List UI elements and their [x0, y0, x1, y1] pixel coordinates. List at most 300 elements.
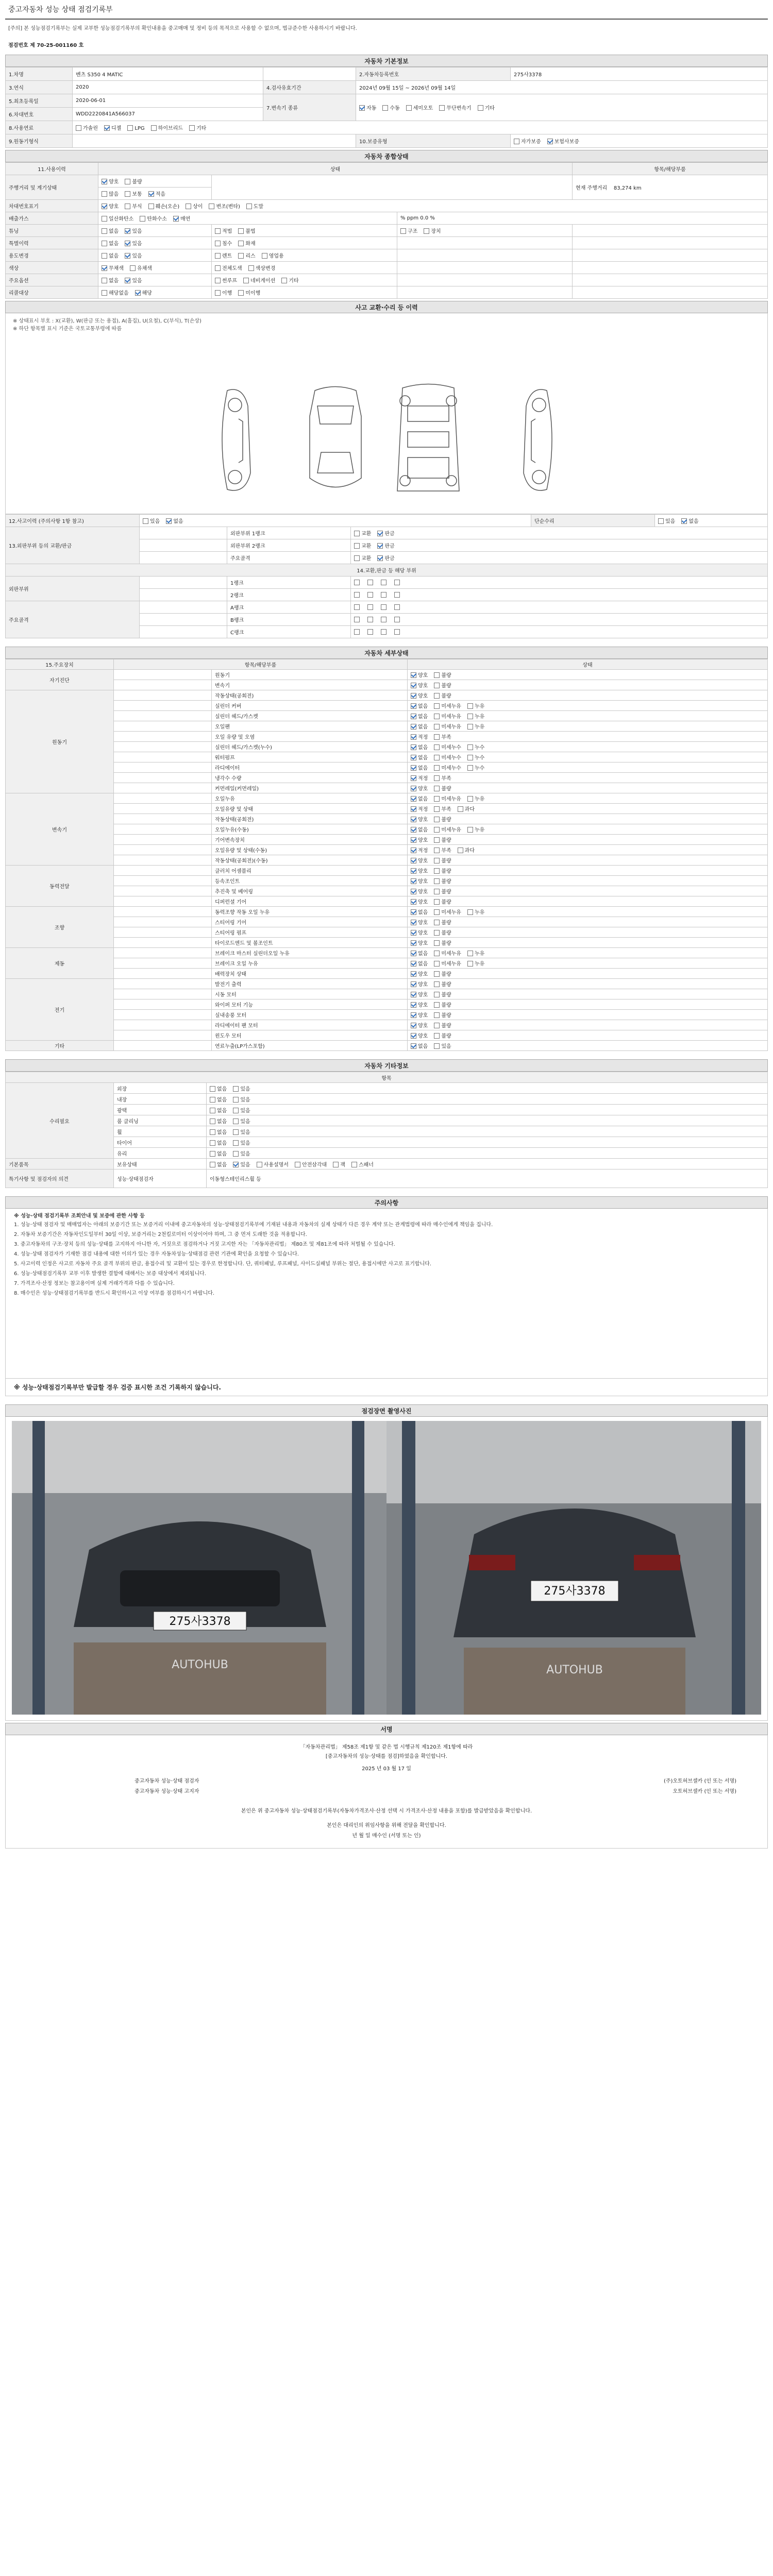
accident-label: 12.사고이력 (주의사항 1항 참고): [6, 515, 140, 527]
basic-value: 275사3378: [511, 67, 768, 81]
checkbox-checked-icon[interactable]: [411, 755, 416, 760]
other-row: 내장 없음 있음: [6, 1094, 768, 1105]
checkbox-checked-icon[interactable]: [411, 848, 416, 853]
checkbox-icon[interactable]: [434, 909, 440, 915]
section-other-title: 자동차 기타정보: [5, 1059, 768, 1072]
detail-row: 실린더 헤드/가스켓 없음 미세누유 누유: [6, 711, 768, 721]
checkbox-checked-icon[interactable]: [411, 765, 416, 771]
other-head: 항목: [6, 1072, 768, 1083]
sign-line-1: 「자동차관리법」 제58조 제1항 및 같은 법 시행규칙 제120조 제1항에 따라: [300, 1744, 473, 1750]
checkbox-icon[interactable]: [434, 744, 440, 750]
detail-row: 윈도우 모터 양호 불량: [6, 1030, 768, 1041]
checkbox-checked-icon[interactable]: [104, 125, 110, 131]
comp-row-label: 리콜대상: [6, 286, 98, 299]
checkbox-icon[interactable]: [130, 265, 136, 271]
checkbox-checked-icon[interactable]: [411, 744, 416, 750]
caution-item: 3. 중고자동차의 구조·장치 등의 성능·상태를 고지하지 아니한 자, 거짓으로 점검하거나 거짓 고지한 자는 「자동차관리법」 제80조 및 제81조에 따라 처벌될 수 있습니다.: [14, 1242, 395, 1247]
checkbox-checked-icon[interactable]: [411, 786, 416, 791]
checkbox-checked-icon[interactable]: [411, 981, 416, 987]
basic-label: 10.보증유형: [356, 134, 511, 148]
checkbox-checked-icon[interactable]: [135, 290, 141, 296]
detail-row: 변속기 오일누유 없음 미세누유 누유: [6, 793, 768, 804]
checkbox-checked-icon[interactable]: [125, 253, 130, 259]
checkbox-icon[interactable]: [406, 105, 412, 111]
checkbox-icon[interactable]: [215, 265, 221, 271]
front-photo: [12, 1421, 386, 1715]
detail-item: 오일유량 및 상태: [212, 804, 408, 814]
detail-row: 기어변속장치 양호 불량: [6, 835, 768, 845]
comp-row: 색상 무채색 유채색 전체도색 색상변경: [6, 262, 768, 274]
checkbox-checked-icon[interactable]: [411, 1033, 416, 1039]
detail-row: 실린더 헤드/가스켓(누수) 없음 미세누수 누수: [6, 742, 768, 752]
detail-item: 스티어링 펌프: [212, 927, 408, 938]
checkbox-icon[interactable]: [186, 204, 191, 209]
checkbox-checked-icon[interactable]: [411, 693, 416, 699]
basic-value: 2020-06-01: [73, 94, 263, 108]
checkbox-icon[interactable]: [367, 592, 373, 598]
detail-item: 라디에이터: [212, 762, 408, 773]
checkbox-icon[interactable]: [210, 1097, 215, 1103]
detail-row: 동력전달 클러치 어셈블리 양호 불량: [6, 866, 768, 876]
checkbox-checked-icon[interactable]: [411, 806, 416, 812]
other-row: 광택 없음 있음: [6, 1105, 768, 1115]
checkbox-icon[interactable]: [248, 265, 254, 271]
checkbox-icon[interactable]: [381, 604, 386, 610]
checkbox-checked-icon[interactable]: [102, 204, 107, 209]
checkbox-icon[interactable]: [434, 878, 440, 884]
detail-row: 오일팬 없음 미세누유 누유: [6, 721, 768, 732]
checkbox-checked-icon[interactable]: [411, 951, 416, 956]
other-row: 휠 없음 있음: [6, 1126, 768, 1137]
checkbox-icon[interactable]: [434, 817, 440, 822]
detail-row: 와이퍼 모터 기능 양호 불량: [6, 999, 768, 1010]
checkbox-icon[interactable]: [210, 1118, 215, 1124]
sign-date: 2025 년 03 월 17 일: [362, 1766, 411, 1772]
checkbox-icon[interactable]: [434, 786, 440, 791]
detail-item: 커먼레일(커먼레일): [212, 783, 408, 793]
checkbox-icon[interactable]: [434, 951, 440, 956]
checkbox-icon[interactable]: [210, 1151, 215, 1157]
checkbox-checked-icon[interactable]: [411, 837, 416, 843]
rank-label: 외판부위 2랭크: [227, 539, 351, 552]
checkbox-icon[interactable]: [233, 1108, 239, 1113]
checkbox-icon[interactable]: [367, 580, 373, 585]
checkbox-checked-icon[interactable]: [411, 1012, 416, 1018]
diagram-legend: ※ 상태표시 부호 : X(교환), W(판금 또는 용접), A(흠집), U(요철), C(부식), T(손상): [13, 318, 201, 324]
detail-head: 상태: [408, 659, 768, 670]
checkbox-icon[interactable]: [439, 105, 445, 111]
checkbox-icon[interactable]: [434, 693, 440, 699]
detail-item: 작동상태(공회전): [212, 690, 408, 701]
checkbox-icon[interactable]: [394, 617, 400, 622]
checkbox-icon[interactable]: [102, 253, 107, 259]
checkbox-icon[interactable]: [102, 278, 107, 283]
checkbox-icon[interactable]: [246, 204, 252, 209]
checkbox-icon[interactable]: [238, 241, 244, 246]
checkbox-checked-icon[interactable]: [411, 878, 416, 884]
detail-group: 자기진단: [6, 670, 114, 690]
checkbox-icon[interactable]: [125, 191, 130, 197]
checkbox-icon[interactable]: [102, 216, 107, 222]
comp-row: 용도변경 없음 있음 렌트 리스 영업용: [6, 249, 768, 262]
checkbox-icon[interactable]: [434, 971, 440, 977]
other-group: 수리필요: [6, 1083, 114, 1159]
checkbox-icon[interactable]: [382, 105, 388, 111]
checkbox-checked-icon[interactable]: [173, 216, 179, 222]
detail-item: 추진축 및 베어링: [212, 886, 408, 896]
checkbox-icon[interactable]: [262, 253, 267, 259]
opinion-value: 이동형스테인리스휠 등: [207, 1170, 768, 1188]
detail-item: 등속조인트: [212, 876, 408, 886]
checkbox-checked-icon[interactable]: [125, 241, 130, 246]
checkbox-icon[interactable]: [434, 734, 440, 740]
damage-diagram: [5, 313, 768, 514]
checkbox-icon[interactable]: [125, 204, 130, 209]
checkbox-checked-icon[interactable]: [166, 518, 172, 524]
detail-row: 시동 모터 양호 불량: [6, 989, 768, 999]
checkbox-icon[interactable]: [467, 961, 473, 967]
checkbox-icon[interactable]: [354, 604, 360, 610]
checkbox-icon[interactable]: [434, 899, 440, 905]
rank-label: 외판부위 1랭크: [227, 527, 351, 539]
checkbox-icon[interactable]: [367, 617, 373, 622]
basic-label: 9.원동기형식: [6, 134, 73, 148]
checkbox-icon[interactable]: [102, 191, 107, 197]
checkbox-checked-icon[interactable]: [411, 992, 416, 997]
checkbox-icon[interactable]: [233, 1140, 239, 1146]
checkbox-icon[interactable]: [467, 765, 473, 771]
checkbox-icon[interactable]: [381, 629, 386, 635]
checkbox-icon[interactable]: [238, 290, 244, 296]
checkbox-checked-icon[interactable]: [411, 724, 416, 730]
checkbox-icon[interactable]: [467, 714, 473, 719]
checkbox-checked-icon[interactable]: [125, 228, 130, 234]
parts-group: 외판부위: [6, 577, 140, 601]
detail-item: 오일누유: [212, 793, 408, 804]
checkbox-icon[interactable]: [215, 290, 221, 296]
checkbox-icon[interactable]: [467, 703, 473, 709]
checkbox-icon[interactable]: [434, 775, 440, 781]
caution-item: 7. 가격조사·산정 정보는 참고용이며 실제 거래가격과 다를 수 있습니다.: [14, 1281, 175, 1286]
checkbox-checked-icon[interactable]: [411, 796, 416, 802]
checkbox-icon[interactable]: [434, 1002, 440, 1008]
cautions-heading: ※ 성능·상태 점검기록부 조회안내 및 보증에 관한 사항 등: [14, 1213, 145, 1219]
checkbox-checked-icon[interactable]: [102, 265, 107, 271]
checkbox-icon[interactable]: [434, 703, 440, 709]
checkbox-checked-icon[interactable]: [411, 1002, 416, 1008]
detail-item: 배력장치 상태: [212, 969, 408, 979]
other-row: 수리필요 외장 없음 있음: [6, 1083, 768, 1094]
checkbox-icon[interactable]: [243, 278, 249, 283]
basic-value: 2024년 09월 15일 ~ 2026년 09월 14일: [356, 81, 768, 94]
checkbox-icon[interactable]: [354, 580, 360, 585]
checkbox-icon[interactable]: [215, 278, 221, 283]
checkbox-checked-icon[interactable]: [377, 555, 383, 561]
checkbox-icon[interactable]: [658, 518, 664, 524]
checkbox-checked-icon[interactable]: [411, 930, 416, 936]
checkbox-icon[interactable]: [434, 889, 440, 894]
checkbox-checked-icon[interactable]: [411, 714, 416, 719]
checkbox-icon[interactable]: [143, 518, 148, 524]
checkbox-icon[interactable]: [148, 204, 154, 209]
checkbox-icon[interactable]: [381, 617, 386, 622]
checkbox-icon[interactable]: [210, 1086, 215, 1092]
basic-info-table: [5, 67, 768, 148]
checkbox-icon[interactable]: [434, 848, 440, 853]
detail-row: 브레이크 오일 누유 없음 미세누유 누유: [6, 958, 768, 969]
car-rear-photo-image: [386, 1421, 761, 1715]
other-item: 휠: [114, 1126, 207, 1137]
checkbox-icon[interactable]: [102, 241, 107, 246]
checkbox-icon[interactable]: [467, 744, 473, 750]
comp-row: 특별이력 없음 있음 침수 화재: [6, 237, 768, 249]
checkbox-icon[interactable]: [434, 827, 440, 833]
checkbox-icon[interactable]: [434, 1043, 440, 1049]
detail-item: 연료누출(LP가스포함): [212, 1041, 408, 1051]
checkbox-icon[interactable]: [394, 592, 400, 598]
detail-row: 조향 동력조향 작동 오일 누유 없음 미세누유 누유: [6, 907, 768, 917]
parts-row: [6, 577, 768, 589]
checkbox-icon[interactable]: [467, 827, 473, 833]
checkbox-icon[interactable]: [233, 1129, 239, 1135]
detail-group: 제동: [6, 948, 114, 979]
checkbox-checked-icon[interactable]: [681, 518, 687, 524]
checkbox-icon[interactable]: [333, 1162, 339, 1167]
detail-item: 실린더 헤드/가스켓(누수): [212, 742, 408, 752]
detail-item: 브레이크 오일 누유: [212, 958, 408, 969]
checkbox-checked-icon[interactable]: [125, 278, 130, 283]
checkbox-icon[interactable]: [434, 755, 440, 760]
checkbox-checked-icon[interactable]: [411, 858, 416, 863]
other-info-table: 항목 수리필요 외장 없음 있음 내장 없음 있음 광택 없음 있음 룸 클리닝 없음 있음 휠 없음 있음 타이어 없음 있음 유리 없음 있음 기본품목 보유상태 없음 있음 사용설명서 안전삼각대 잭 스패너 특기사항 및 점검자의 의견 성능·상태점검자 이동형스테인리스휠 등: [5, 1072, 768, 1188]
checkbox-checked-icon[interactable]: [233, 1162, 239, 1167]
section-signature-title: 서명: [5, 1723, 768, 1735]
sign-line-2: [중고자동차의 성능·상태를 점검]하였음을 확인합니다.: [325, 1754, 448, 1759]
checkbox-icon[interactable]: [394, 629, 400, 635]
detail-row: 제동 브레이크 마스터 실린더오일 누유 없음 미세누유 누유: [6, 948, 768, 958]
checkbox-icon[interactable]: [233, 1151, 239, 1157]
checkbox-checked-icon[interactable]: [411, 672, 416, 678]
checkbox-icon[interactable]: [125, 179, 130, 184]
checkbox-icon[interactable]: [189, 125, 195, 131]
checkbox-icon[interactable]: [140, 216, 145, 222]
checkbox-checked-icon[interactable]: [411, 734, 416, 740]
checkbox-icon[interactable]: [76, 125, 81, 131]
checkbox-checked-icon[interactable]: [359, 105, 365, 111]
checkbox-icon[interactable]: [434, 683, 440, 688]
checkbox-icon[interactable]: [354, 617, 360, 622]
checkbox-icon[interactable]: [367, 629, 373, 635]
detail-item: 실내송풍 모터: [212, 1010, 408, 1020]
checkbox-icon[interactable]: [434, 1033, 440, 1039]
parts-rank: 1랭크: [227, 577, 351, 589]
other-item: 룸 클리닝: [114, 1115, 207, 1126]
checkbox-icon[interactable]: [458, 848, 463, 853]
checkbox-icon[interactable]: [434, 992, 440, 997]
checkbox-icon[interactable]: [210, 1108, 215, 1113]
detail-row: 디퍼런셜 기어 양호 불량: [6, 896, 768, 907]
checkbox-icon[interactable]: [281, 278, 287, 283]
checkbox-icon[interactable]: [434, 837, 440, 843]
cautions-final-note: ※ 성능·상태점검기록부만 발급할 경우 검증 표시한 조건 기록하지 않습니다.: [5, 1379, 768, 1396]
transmission-options: 자동 수동 세미오토 무단변속기 기타: [356, 94, 768, 121]
checkbox-icon[interactable]: [394, 580, 400, 585]
checkbox-icon[interactable]: [354, 629, 360, 635]
parts-label: 14.교환,판금 등 해당 부위: [6, 564, 768, 577]
checkbox-icon[interactable]: [233, 1118, 239, 1124]
checkbox-checked-icon[interactable]: [377, 543, 383, 549]
checkbox-icon[interactable]: [434, 714, 440, 719]
detail-item: 스티어링 기어: [212, 917, 408, 927]
checkbox-icon[interactable]: [434, 961, 440, 967]
basic-label: 7.변속기 종류: [263, 94, 356, 121]
opinion-name: 성능·상태점검자: [114, 1170, 207, 1188]
checkbox-icon[interactable]: [434, 1012, 440, 1018]
checkbox-icon[interactable]: [434, 806, 440, 812]
checkbox-icon[interactable]: [210, 1129, 215, 1135]
checkbox-checked-icon[interactable]: [411, 961, 416, 967]
checkbox-icon[interactable]: [434, 920, 440, 925]
checkbox-icon[interactable]: [434, 981, 440, 987]
comp-row: 튜닝 없음 있음 적법 불법 구조 장치: [6, 225, 768, 237]
checkbox-icon[interactable]: [434, 940, 440, 946]
checkbox-icon[interactable]: [127, 125, 133, 131]
checkbox-icon[interactable]: [514, 139, 519, 144]
details-table: [5, 659, 768, 1051]
detail-row: 워터펌프 없음 미세누수 누수: [6, 752, 768, 762]
checkbox-icon[interactable]: [434, 858, 440, 863]
section-comprehensive-title: 자동차 종합상태: [5, 150, 768, 162]
checkbox-checked-icon[interactable]: [411, 1043, 416, 1049]
checkbox-icon[interactable]: [354, 531, 360, 536]
checkbox-checked-icon[interactable]: [148, 191, 154, 197]
checkbox-checked-icon[interactable]: [411, 683, 416, 688]
buyer-line: 본인은 위 중고자동차 성능·상태점검기록부(자동차가격조사·산정 선택 시 가격조사·산정 내용을 포함)를 발급받았음을 확인합니다.: [241, 1808, 532, 1814]
checkbox-checked-icon[interactable]: [411, 909, 416, 915]
checkbox-checked-icon[interactable]: [411, 775, 416, 781]
checkbox-icon[interactable]: [424, 228, 429, 234]
rear-brand-text: AUTOHUB: [546, 1664, 603, 1676]
checkbox-icon[interactable]: [215, 241, 221, 246]
checkbox-checked-icon[interactable]: [411, 817, 416, 822]
detail-item: 실린더 커버: [212, 701, 408, 711]
checkbox-icon[interactable]: [467, 724, 473, 730]
checkbox-checked-icon[interactable]: [411, 899, 416, 905]
checkbox-icon[interactable]: [238, 228, 244, 234]
checkbox-checked-icon[interactable]: [102, 179, 107, 184]
checkbox-icon[interactable]: [233, 1086, 239, 1092]
checkbox-checked-icon[interactable]: [411, 1023, 416, 1028]
checkbox-icon[interactable]: [354, 543, 360, 549]
detail-row: 작동상태(공회전) 양호 불량: [6, 814, 768, 824]
rear-plate-text: 275사3378: [544, 1585, 606, 1598]
notifier-value[interactable]: 오토허브셀카 (인 또는 서명): [673, 1789, 736, 1794]
basic-label: 6.차대번호: [6, 108, 73, 121]
detail-item: 디퍼런셜 기어: [212, 896, 408, 907]
checkbox-icon[interactable]: [215, 253, 221, 259]
detail-row: 자기진단 원동기 양호 불량: [6, 670, 768, 680]
comp-row: 주요옵션 없음 있음 썬루프 네비게이션 기타: [6, 274, 768, 286]
notifier-label: 중고자동차 성능·상태 고지자: [135, 1789, 199, 1794]
checkbox-checked-icon[interactable]: [377, 531, 383, 536]
basic-value: 2020: [73, 81, 263, 94]
checkbox-icon[interactable]: [209, 204, 214, 209]
checkbox-icon[interactable]: [238, 253, 244, 259]
basic-label: 5.최초등록일: [6, 94, 73, 108]
checkbox-icon[interactable]: [215, 228, 221, 234]
checkbox-icon[interactable]: [210, 1140, 215, 1146]
checkbox-icon[interactable]: [434, 868, 440, 874]
checkbox-checked-icon[interactable]: [411, 940, 416, 946]
checkbox-checked-icon[interactable]: [411, 703, 416, 709]
detail-row: 스티어링 펌프 양호 불량: [6, 927, 768, 938]
car-front-photo-image: [12, 1421, 386, 1715]
checkbox-icon[interactable]: [434, 1023, 440, 1028]
detail-item: 발전기 출력: [212, 979, 408, 989]
car-top-front-icon: [310, 387, 361, 487]
checkbox-icon[interactable]: [102, 228, 107, 234]
checkbox-checked-icon[interactable]: [547, 139, 553, 144]
checkbox-checked-icon[interactable]: [411, 920, 416, 925]
checkbox-icon[interactable]: [467, 755, 473, 760]
checkbox-icon[interactable]: [394, 604, 400, 610]
section-diagram-title: 사고 교환·수리 등 이력: [5, 301, 768, 313]
inspection-photos: [5, 1417, 768, 1721]
detail-item: 클러치 어셈블리: [212, 866, 408, 876]
receiver-label: 본인은 대리인의 위임사항을 위해 전달을 확인합니다.: [327, 1823, 446, 1828]
checkbox-icon[interactable]: [102, 290, 107, 296]
checkbox-icon[interactable]: [210, 1162, 215, 1167]
checkbox-icon[interactable]: [257, 1162, 262, 1167]
other-item: 유리: [114, 1148, 207, 1159]
comp-row-label: 색상: [6, 262, 98, 274]
checkbox-checked-icon[interactable]: [411, 827, 416, 833]
checkbox-icon[interactable]: [151, 125, 157, 131]
opinion-label: 특기사항 및 점검자의 의견: [6, 1170, 114, 1188]
checkbox-icon[interactable]: [400, 228, 406, 234]
checkbox-icon[interactable]: [354, 592, 360, 598]
checkbox-icon[interactable]: [434, 672, 440, 678]
detail-item: 오일 유량 및 오염: [212, 732, 408, 742]
checkbox-icon[interactable]: [295, 1162, 300, 1167]
checkbox-icon[interactable]: [458, 806, 463, 812]
checkbox-icon[interactable]: [434, 765, 440, 771]
checkbox-icon[interactable]: [434, 796, 440, 802]
checkbox-checked-icon[interactable]: [411, 868, 416, 874]
checkbox-icon[interactable]: [381, 580, 386, 585]
checkbox-icon[interactable]: [367, 604, 373, 610]
simple-repair-label: 단순수리: [531, 515, 655, 527]
detail-item: 동력조향 작동 오일 누유: [212, 907, 408, 917]
checkbox-checked-icon[interactable]: [411, 889, 416, 894]
detail-item: 오일누유(수동): [212, 824, 408, 835]
checkbox-checked-icon[interactable]: [411, 971, 416, 977]
detail-item: 작동상태(공회전): [212, 814, 408, 824]
checkbox-icon[interactable]: [434, 724, 440, 730]
checkbox-icon[interactable]: [351, 1162, 357, 1167]
checkbox-icon[interactable]: [434, 930, 440, 936]
checkbox-icon[interactable]: [381, 592, 386, 598]
rear-photo: [386, 1421, 761, 1715]
checkbox-icon[interactable]: [467, 951, 473, 956]
checkbox-icon[interactable]: [467, 909, 473, 915]
checkbox-icon[interactable]: [478, 105, 483, 111]
inspector-value[interactable]: (주)오토허브셀카 (인 또는 서명): [663, 1778, 736, 1784]
checkbox-icon[interactable]: [354, 555, 360, 561]
receiver-fields[interactable]: 년 월 일 매수인 (서명 또는 인): [352, 1833, 421, 1839]
checkbox-icon[interactable]: [233, 1097, 239, 1103]
checkbox-icon[interactable]: [467, 796, 473, 802]
